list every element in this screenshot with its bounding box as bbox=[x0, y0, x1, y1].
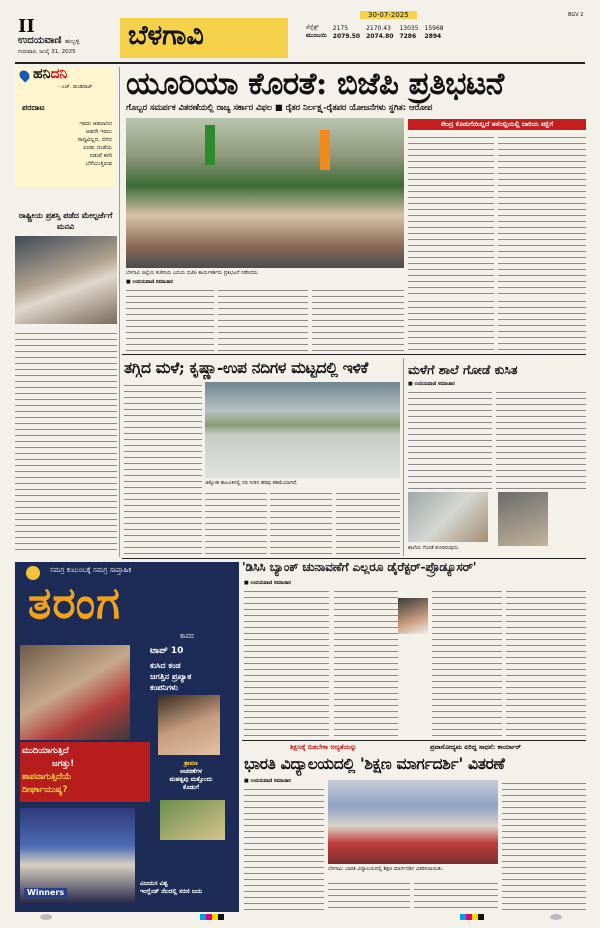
taranga-sport-line: ವಿಜಯಸ ವಿಶ್ವ bbox=[140, 880, 168, 887]
taranga-top10-line: ಕಂಪನಿಗಳು bbox=[150, 683, 178, 692]
flag-green bbox=[205, 125, 215, 165]
poem-line: ಸಾಧ್ಯವಿಲ್ಲದ, ಬಿಳಿದ bbox=[77, 137, 112, 143]
page-code: BGV 2 bbox=[568, 12, 584, 18]
market-cell: 2170.43 bbox=[366, 24, 391, 32]
registration-mark bbox=[200, 914, 224, 920]
market-cell: 2074.80 bbox=[366, 32, 394, 40]
section-rule bbox=[122, 354, 586, 355]
taranga-top10-line: ಜಗತ್ತಿನ ಪ್ರಖ್ಯಾತ bbox=[150, 672, 192, 681]
taranga-top10-text bbox=[150, 660, 191, 693]
lead-body-3 bbox=[312, 287, 404, 351]
school-photo-small bbox=[498, 492, 548, 546]
paper-name-text: ಉದಯವಾಣಿ bbox=[18, 35, 62, 46]
taranga-top10: ಟಾಪ್ 10 bbox=[150, 646, 184, 656]
edu-photo-caption: ಬೆಳಗಾವಿ: ಭಾರತಿ ವಿದ್ಯಾಲಯದಲ್ಲಿ ಶಿಕ್ಷಣ ಮಾರ್ಗದರ್ಶಿ ವಿತರಿಸಲಾಯಿತು. bbox=[328, 866, 444, 872]
market-cell: 7286 bbox=[399, 32, 417, 40]
flag-saffron bbox=[320, 130, 330, 170]
dcc-body-4 bbox=[506, 588, 586, 738]
dcc-body-3 bbox=[432, 588, 502, 738]
taranga-side bbox=[156, 760, 226, 792]
masthead-rule bbox=[15, 62, 585, 64]
left-story-headline: ರಾಷ್ಟ್ರೀಯ ಪ್ರಶಸ್ತಿ ಪಡೆದ ಮೇಲ್ಪರ್ಜೆಗೆ ಮನವಿ bbox=[18, 211, 113, 231]
rain-body-left bbox=[124, 382, 202, 554]
taranga-main-line: ಶಾಪವಾಗುತ್ತಿದೆಯೆ bbox=[22, 772, 72, 782]
lead-body-4 bbox=[408, 298, 494, 351]
taranga-badge: Winners bbox=[24, 888, 67, 897]
taranga-photo-temple bbox=[160, 800, 225, 840]
school-body-b bbox=[496, 389, 586, 489]
dcc-body-1 bbox=[244, 588, 329, 738]
paper-sub: ಹುಬ್ಬಳ್ಳಿ bbox=[64, 38, 80, 45]
market-cell: 2175 bbox=[332, 24, 349, 32]
market-cell: 2894 bbox=[424, 32, 442, 40]
edu-tag: ■ ಉದಯವಾಣಿ ಸಮಾಚಾರ bbox=[244, 778, 291, 784]
taranga-top10-line: ಕುಸಿದ ಕಂಡ bbox=[150, 661, 181, 670]
rain-photo bbox=[205, 382, 400, 478]
dateline: ಗುರುವಾರ, ಜುಲೈ 31, 2025 bbox=[18, 49, 76, 55]
market-cell: 15968 bbox=[424, 24, 444, 32]
poem bbox=[40, 120, 112, 168]
honey-author: - ಎಚ್. ಡುಂಡಿರಾಜ್ bbox=[58, 84, 93, 90]
market-cell: 13035 bbox=[399, 24, 419, 32]
edu-body-3 bbox=[414, 880, 498, 910]
taranga-photo-woman bbox=[158, 695, 220, 755]
taranga-sport-line: ಇಂಗ್ಲೆಂಡ್ ನೆಲದಲ್ಲಿ ಸರಣಿ ಜಯ bbox=[140, 888, 203, 895]
taranga-sub: ಕಾವರ bbox=[180, 632, 194, 640]
honey-title-b: ದನಿ bbox=[50, 66, 68, 82]
lead-body-1 bbox=[126, 287, 214, 351]
taranga-side-line: ಮಹತ್ವವು ಮತ್ತೊಂದು bbox=[169, 776, 213, 783]
market-date: 30-07-2025 bbox=[360, 11, 417, 19]
page-number: II bbox=[18, 16, 35, 37]
taranga-main-line: ಮುದಿಯಾಗುತ್ತಿದೆ bbox=[22, 746, 69, 756]
taranga-side-line: ಕೊಡುಗೆ bbox=[183, 784, 199, 791]
edu-body-2 bbox=[328, 880, 410, 910]
lead-sidebar-body-b bbox=[498, 134, 586, 294]
school-headline: ಮಳೆಗೆ ಶಾಲೆ ಗೋಡೆ ಕುಸಿತ bbox=[408, 362, 518, 377]
left-story-photo bbox=[15, 236, 117, 324]
school-body-a bbox=[408, 389, 492, 489]
taranga-main-line: ಜಗತ್ತು! bbox=[52, 759, 75, 769]
edition-title: ಬೆಳಗಾವಿ bbox=[128, 20, 204, 51]
market-cell: ಸೆನ್ಸೆಕ್ಸ್ bbox=[306, 24, 319, 31]
school-photo bbox=[408, 492, 488, 542]
school-tag: ■ ಉದಯವಾಣಿ ಸಮಾಚಾರ bbox=[408, 381, 455, 387]
poem-line: ಬೆಳೆಯುತ್ತಿರುವ bbox=[85, 161, 112, 167]
school-photo-caption: ಶಾಲೆಯ ಗೋಡೆ ಕುಸಿದಿರುವುದು. bbox=[408, 545, 460, 551]
lead-kicker: ಕೇಂದ್ರ ಕೊಡುಗೆಯಿಲ್ಲದೆ ಅಸೆಂಬ್ಲಿಯಲ್ಲಿ ದಾರಿಯ ಪಕ್ಷೆಗೆ bbox=[408, 119, 586, 130]
paper-name bbox=[18, 35, 79, 46]
column-divider bbox=[119, 67, 120, 557]
taranga-topline: ಸಮಗ್ರ ಕುಟುಂಬಕ್ಕೆ ಸಮಗ್ರ ಸಾಪ್ತಾಹಿಕ bbox=[50, 566, 132, 574]
taranga-side-line: ಆಚರಣೆಗಳ bbox=[179, 768, 203, 775]
section-rule bbox=[122, 558, 586, 559]
edu-kicker-b: ಪ್ರವಾಸೋದ್ಯಮ ಏರಿದ್ದ ಸಾಧನೆ: ಕಾರ್ಯಾರ್ bbox=[430, 743, 521, 751]
rain-body-b bbox=[270, 490, 332, 554]
honey-title-a: ಹನಿ bbox=[33, 66, 51, 82]
dcc-tag: ■ ಉದಯವಾಣಿ ಸಮಾಚಾರ bbox=[244, 580, 291, 586]
edu-body-1 bbox=[244, 786, 324, 910]
poem-line: ಆಡದೇ ಇರಲು bbox=[85, 129, 112, 135]
dcc-portrait bbox=[398, 598, 428, 634]
lead-tag: ■ ಉದಯವಾಣಿ ಸಮಾಚಾರ bbox=[126, 279, 173, 285]
market-cell: ಮುಂಬಯಿ bbox=[306, 32, 327, 39]
lead-photo bbox=[126, 118, 404, 268]
edu-headline: ಭಾರತಿ ವಿದ್ಯಾಲಯದಲ್ಲಿ 'ಶಿಕ್ಷಣ ಮಾರ್ಗದರ್ಶಿ' ವಿತರಣೆ bbox=[244, 754, 505, 773]
dcc-body-2 bbox=[334, 588, 398, 738]
edu-photo bbox=[328, 780, 498, 864]
market-table bbox=[306, 24, 450, 40]
lead-body-5 bbox=[498, 298, 586, 351]
taranga-name: ತರಂಗ bbox=[28, 578, 121, 629]
taranga-main-text bbox=[22, 745, 148, 797]
lead-headline: ಯೂರಿಯಾ ಕೊರತೆ: ಬಿಜೆಪಿ ಪ್ರತಿಭಟನೆ bbox=[126, 66, 504, 102]
edu-body-4 bbox=[502, 780, 586, 910]
taranga-side-line: ಶ್ರಾವಣ bbox=[184, 760, 198, 767]
lead-photo-caption: ಬೆಳಗಾವಿ ಜಿಲ್ಲೆಯ ಕಚೇರಿಯ ಎದುರು ಬಿಜೆಪಿ ಕಾರ್ಯಕರ್ತರು ಪ್ರತಿಭಟನೆ ನಡೆಸಿದರು. bbox=[126, 270, 259, 276]
rain-body-a bbox=[205, 490, 267, 554]
poem-line: ಏರಡು ದಂಡೆಯ bbox=[83, 145, 112, 151]
market-row bbox=[306, 24, 450, 32]
lead-body-2 bbox=[218, 287, 308, 351]
poem-line: ನಡುವೆ ಕರಗಿ bbox=[89, 153, 112, 159]
lead-sidebar-body-a bbox=[408, 134, 494, 294]
lead-subhead: ಗೊಬ್ಬರ ಸಮರ್ಪಕ ವಿತರಣೆಯಲ್ಲಿ ರಾಜ್ಯ ಸರ್ಕಾರ ವಿಫಲ ■ ರೈತರ ನಿರ್ಲಕ್ಷ್ಯ-ರೈತಪರ ಯೋಜನೆಗಳು ಸ್ಥಗಿತ: ಆರೋಪ bbox=[126, 102, 433, 112]
honey-title bbox=[33, 66, 67, 82]
taranga-photo-elder bbox=[20, 645, 130, 740]
market-cell: 2079.50 bbox=[332, 32, 361, 40]
section-rule bbox=[242, 740, 586, 741]
edu-kicker-a: ಶಿಕ್ಷಣಕ್ಕೆ ಬಿಡಬೇಕಾ ಆದ್ಯತೆಯನ್ನು bbox=[290, 743, 357, 751]
registration-mark bbox=[40, 914, 52, 920]
rain-headline: ತಗ್ಗಿದ ಮಳೆ; ಕೃಷ್ಣಾ-ಉಪ ನದಿಗಳ ಮಟ್ಟದಲ್ಲಿ ಇಳಿಕೆ bbox=[124, 358, 368, 377]
registration-mark bbox=[460, 914, 484, 920]
poem-line: ಇವರು ಆಡಲಾಗದ bbox=[79, 121, 112, 127]
dcc-headline: 'ಡಿಸಿಸಿ ಬ್ಯಾಂಕ್ ಚುನಾವಣೆಗೆ ಎಲ್ಲರೂ ಡೈರೆಕ್ಟರ್-ಪ್ರೊಡ್ಯೂಸರ್' bbox=[242, 560, 477, 574]
market-row bbox=[306, 32, 450, 40]
poem-title: ಪರದಾಟ bbox=[22, 103, 45, 112]
taranga-main-line: ದೀರ್ಘಾಯುಷ್ಯ? bbox=[22, 785, 68, 795]
column-divider bbox=[403, 358, 404, 556]
registration-mark bbox=[550, 914, 562, 920]
rain-body-c bbox=[336, 490, 400, 554]
taranga-sport bbox=[140, 880, 236, 896]
left-story-body bbox=[15, 330, 117, 555]
rain-photo-caption: ಚಿಕ್ಕೋಡಿ ತಾಲೂಕಿನಲ್ಲಿ ನದಿ ನೀರಿನ ಹರಿವು ಕಡಿಮೆಯಾಗಿದೆ. bbox=[205, 480, 298, 486]
